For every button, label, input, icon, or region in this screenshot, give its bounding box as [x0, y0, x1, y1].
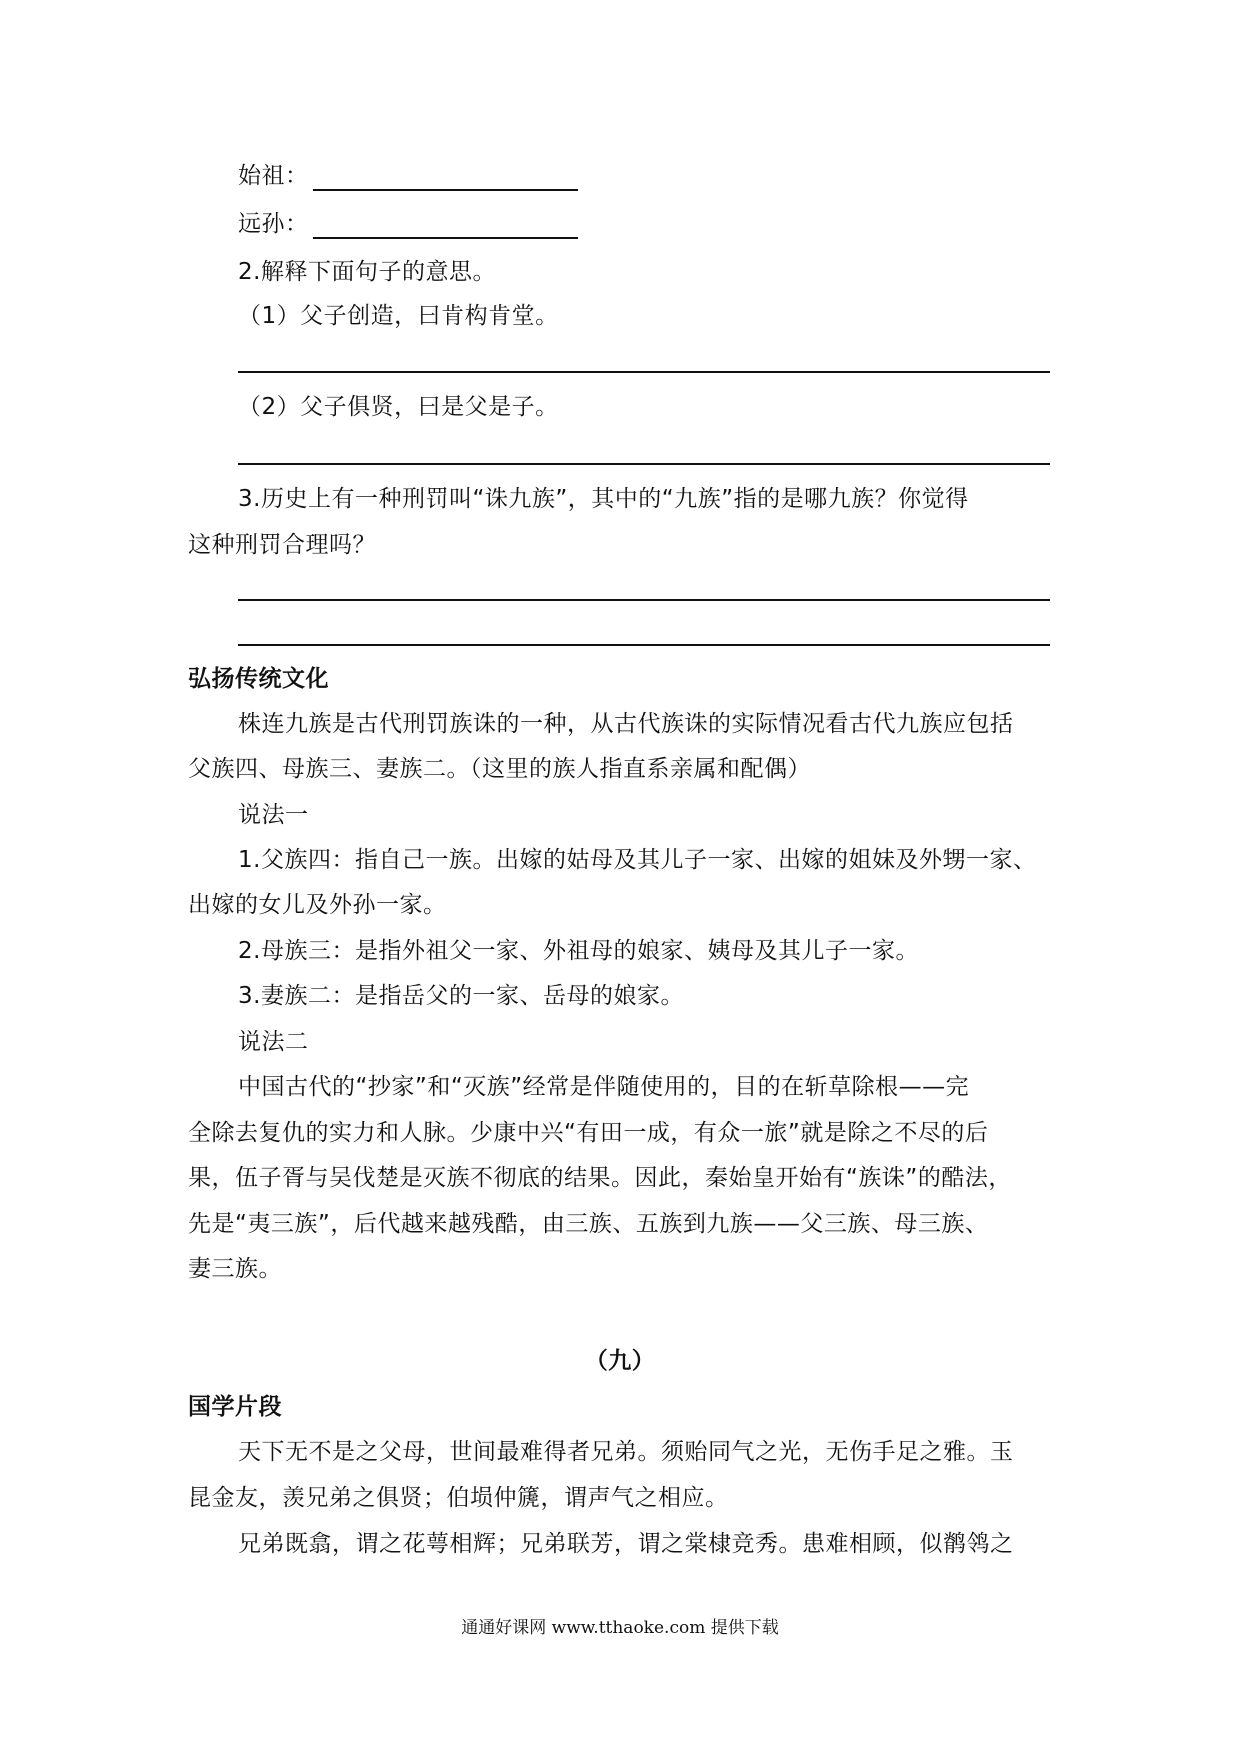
- descendant-row: [238, 209, 578, 239]
- version-1-item2: 2.母族三：是指外祖父一家、外祖母的娘家、姨母及其儿子一家。: [238, 938, 919, 964]
- answer-line-2-1[interactable]: [238, 371, 1050, 373]
- answer-line-3-a[interactable]: [238, 599, 1050, 601]
- question-3-line2: 这种刑罚合理吗？: [188, 532, 376, 558]
- version-2-line1: 中国古代的“抄家”和“灭族”经常是伴随使用的，目的在斩草除根——完: [238, 1074, 970, 1100]
- section-9-title: （九）: [584, 1348, 656, 1374]
- version-1-item1-line2: 出嫁的女儿及外孙一家。: [188, 892, 447, 918]
- question-2-title: 2.解释下面句子的意思。: [238, 259, 496, 285]
- page-footer: 通通好课网 www.tthaoke.com 提供下载: [461, 1618, 779, 1638]
- section-9-p1-line2: 昆金友，羡兄弟之俱贤；伯埙仲篪，谓声气之相应。: [188, 1485, 729, 1511]
- ancestor-answer-blank[interactable]: [313, 163, 578, 191]
- question-2-2: （2）父子俱贤，曰是父是子。: [238, 394, 559, 420]
- ancestor-label: 始祖：: [238, 163, 309, 189]
- culture-p1-line2: 父族四、母族三、妻族二。（这里的族人指直系亲属和配偶）: [188, 756, 811, 782]
- section-9-heading: 国学片段: [188, 1394, 282, 1420]
- version-2-line4: 先是“夷三族”，后代越来越残酷，由三族、五族到九族——父三族、母三族、: [188, 1211, 989, 1237]
- version-2-title: 说法二: [238, 1029, 309, 1055]
- answer-line-3-b[interactable]: [238, 644, 1050, 646]
- version-2-line3: 果，伍子胥与吴伐楚是灭族不彻底的结果。因此，秦始皇开始有“族诛”的酷法，: [188, 1165, 1012, 1191]
- culture-p1-line1: 株连九族是古代刑罚族诛的一种，从古代族诛的实际情况看古代九族应包括: [238, 711, 1014, 737]
- ancestor-row: [238, 161, 578, 191]
- descendant-label: 远孙：: [238, 211, 309, 237]
- answer-line-2-2[interactable]: [238, 463, 1050, 465]
- question-2-1: （1）父子创造，曰肯构肯堂。: [238, 303, 559, 329]
- section-9-p1-line1: 天下无不是之父母，世间最难得者兄弟。须贻同气之光，无伤手足之雅。玉: [238, 1439, 1014, 1465]
- section-9-p2-line1: 兄弟既翕，谓之花萼相辉；兄弟联芳，谓之棠棣竞秀。患难相顾，似鹡鸰之: [238, 1531, 1014, 1557]
- version-2-line5: 妻三族。: [188, 1256, 282, 1282]
- version-1-item3: 3.妻族二：是指岳父的一家、岳母的娘家。: [238, 983, 684, 1009]
- version-1-item1-line1: 1.父族四：指自己一族。出嫁的姑母及其儿子一家、出嫁的姐妹及外甥一家、: [238, 847, 1037, 873]
- version-2-line2: 全除去复仇的实力和人脉。少康中兴“有田一成，有众一旅”就是除之不尽的后: [188, 1120, 989, 1146]
- culture-heading: 弘扬传统文化: [188, 666, 329, 692]
- question-3-line1: 3.历史上有一种刑罚叫“诛九族”，其中的“九族”指的是哪九族？你觉得: [238, 486, 969, 512]
- descendant-answer-blank[interactable]: [313, 211, 578, 239]
- version-1-title: 说法一: [238, 802, 309, 828]
